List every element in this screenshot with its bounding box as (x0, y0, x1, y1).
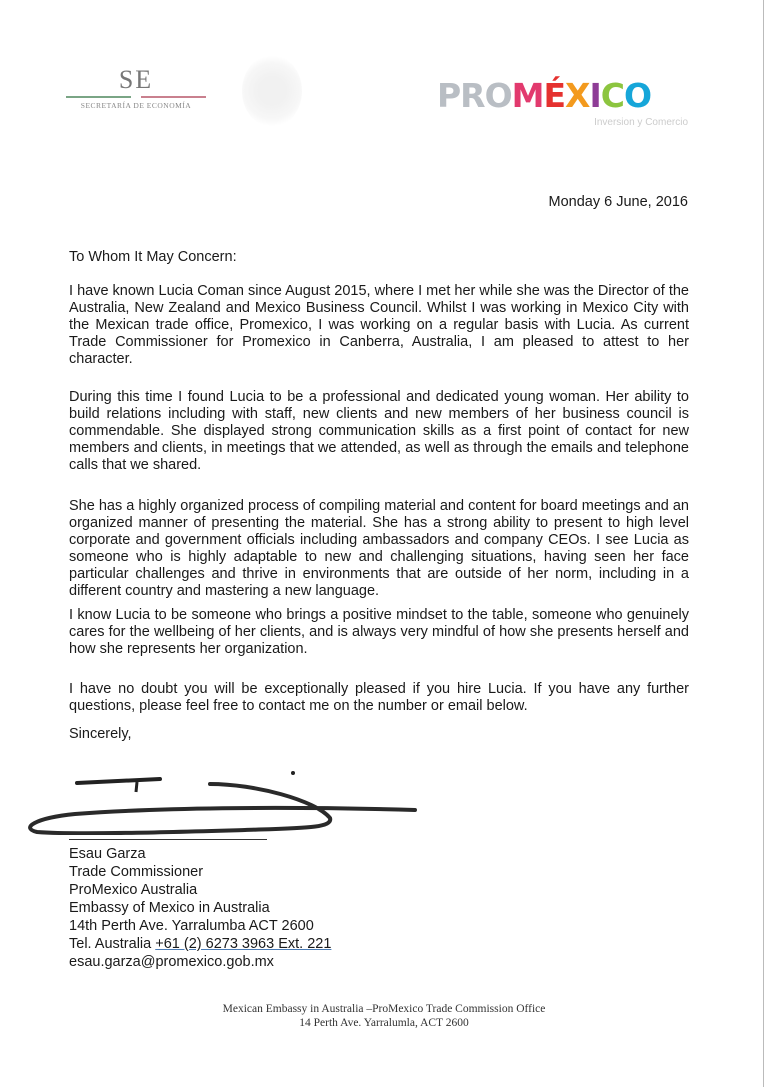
signer-email: esau.garza@promexico.gob.mx (69, 954, 274, 970)
se-logo-mark: SE (118, 65, 154, 94)
body-paragraph: I have known Lucia Coman since August 2015, where I met her while she was the Director of the Australia, New Zealand and Mexico Business Council. Whilst I was working in Mexico City with the Mexican trade office, Promexico, I was working on a regular basis with Lucia. As current Trade Commissioner for Promexico in Canberra, Australia, I am pleased to attest to her character. (69, 283, 689, 367)
signature-block (69, 845, 331, 971)
signer-title: Trade Commissioner (69, 864, 204, 880)
footer-line-2: 14 Perth Ave. Yarralumla, ACT 2600 (299, 1017, 469, 1029)
handwritten-signature (15, 770, 435, 835)
logo-letter: M (511, 76, 544, 115)
secretaria-economia-logo (66, 66, 206, 110)
letter-date: Monday 6 June, 2016 (548, 194, 688, 210)
signer-phone-line (69, 935, 331, 953)
logo-letter: I (589, 76, 601, 115)
promexico-logo (437, 78, 651, 114)
page-edge (763, 0, 764, 1087)
signer-org: ProMexico Australia (69, 882, 198, 898)
signer-name: Esau Garza (69, 846, 146, 862)
body-paragraph: I know Lucia to be someone who brings a positive mindset to the table, someone who genuinely cares for the wellbeing of her clients, and is always very mindful of how she presents herself and how she represents her organization. (69, 607, 689, 657)
page-footer (0, 1002, 768, 1030)
greeting: To Whom It May Concern: (69, 249, 237, 265)
body-paragraph: She has a highly organized process of compiling material and content for board meetings and an organized manner of presenting the material. She has a strong ability to present to high level corporate and government officials including ambassadors and company CEOs. I see Lucia as someone who is highly adaptable to new and challenging situations, having seen her face particular challenges and thrive in environments that are outside of her norm, including in a different country and mastering a new language. (69, 498, 689, 599)
phone-link[interactable]: +61 (2) 6273 3963 Ext. 221 (155, 936, 332, 952)
signature-line (69, 839, 267, 840)
promexico-tagline: Inversion y Comercio (594, 117, 688, 128)
logo-letter: X (565, 76, 590, 115)
logo-pro: PRO (437, 76, 512, 115)
phone-label: Tel. Australia (69, 936, 156, 952)
logo-letter: C (600, 76, 624, 115)
body-paragraph: During this time I found Lucia to be a professional and dedicated young woman. Her ability to build relations including with staff, new clients and new members of her business council is commendable. She displayed strong communication skills as a first point of contact for new members and clients, in meetings that we attended, as well as through the emails and telephone calls that we shared. (69, 389, 689, 473)
logo-letter: É (543, 76, 566, 115)
signer-embassy: Embassy of Mexico in Australia (69, 900, 270, 916)
closing: Sincerely, (69, 726, 132, 742)
mexico-coat-of-arms-seal (242, 55, 302, 127)
se-logo-subtitle: SECRETARÍA DE ECONOMÍA (80, 101, 192, 110)
logo-color-bars (66, 96, 206, 98)
signer-address: 14th Perth Ave. Yarralumba ACT 2600 (69, 918, 314, 934)
logo-mexico (512, 76, 651, 115)
body-paragraph: I have no doubt you will be exceptionally pleased if you hire Lucia. If you have any further questions, please feel free to contact me on the number or email below. (69, 681, 689, 714)
logo-letter: O (624, 76, 652, 115)
footer-line-1: Mexican Embassy in Australia –ProMexico Trade Commission Office (222, 1003, 546, 1015)
